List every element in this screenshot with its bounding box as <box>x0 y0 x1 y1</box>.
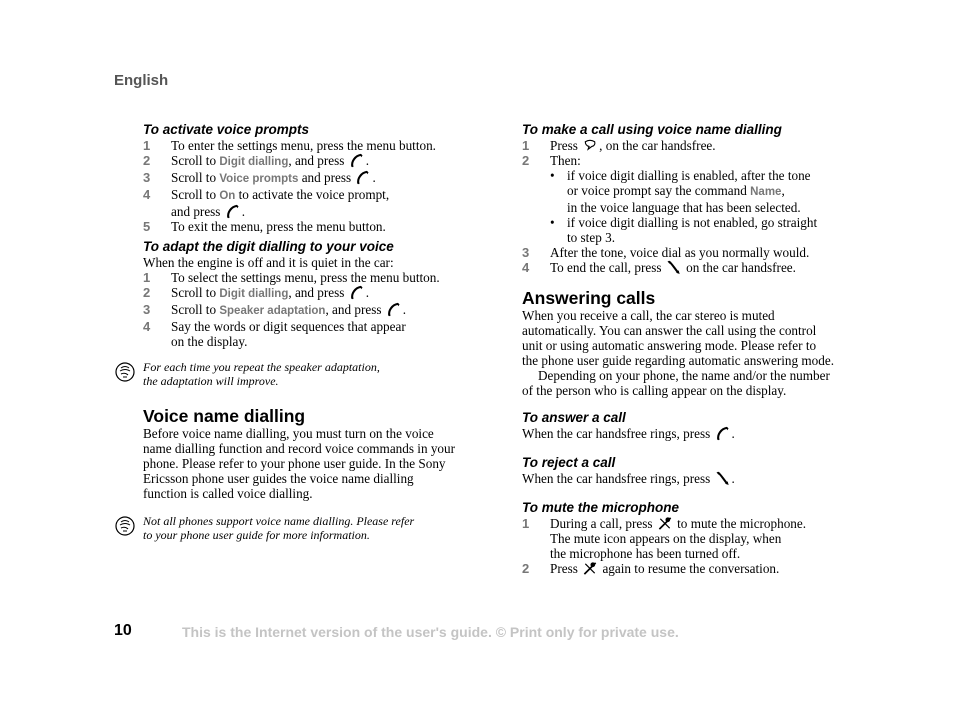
mute-key-icon <box>657 516 673 531</box>
step-number: 4 <box>143 187 151 202</box>
paragraph-line: phone. Please refer to your phone user guide. In the Sony <box>143 456 446 471</box>
tip-phone-support <box>143 514 414 542</box>
step-number: 1 <box>143 138 151 153</box>
make-step-4 <box>522 260 834 275</box>
step-text: To end the call, press <box>550 260 665 275</box>
step-number: 3 <box>143 302 151 317</box>
reject-call-text <box>522 471 834 486</box>
step-text: . <box>372 170 376 185</box>
tip-speaker-adaptation <box>143 360 380 388</box>
tip-icon <box>115 362 135 382</box>
mute-key-icon <box>582 561 598 576</box>
bullet-text: , <box>781 183 785 198</box>
activate-step-2 <box>143 153 440 170</box>
answering-calls-heading: Answering calls <box>522 288 656 308</box>
step-text: to mute the microphone. <box>673 516 807 531</box>
call-key-icon <box>225 204 241 219</box>
activate-step-5 <box>143 219 440 234</box>
step-number: 2 <box>143 153 151 168</box>
end-call-key-icon <box>715 471 731 486</box>
right-column <box>522 122 834 576</box>
step-number: 2 <box>522 561 530 576</box>
paragraph-line: unit or using automatic answering mode. Please refer to <box>522 338 817 353</box>
step-text: . <box>365 153 369 168</box>
adapt-step-1 <box>143 270 440 285</box>
paragraph-line: automatically. You can answer the call using the control <box>522 323 817 338</box>
adapt-digit-dialling-heading: To adapt the digit dialling to your voice <box>143 239 394 254</box>
bullet-text-continued: in the voice language that has been selected. <box>567 200 801 215</box>
answer-call-text <box>522 426 834 441</box>
menu-item-speaker-adaptation: Speaker adaptation <box>219 305 326 317</box>
step-text: . <box>241 204 246 219</box>
command-name: Name <box>750 186 782 198</box>
mute-microphone-heading: To mute the microphone <box>522 500 680 515</box>
voice-name-dialling-heading: Voice name dialling <box>143 406 306 426</box>
step-text: again to resume the conversation. <box>599 561 780 576</box>
step-text: When the car handsfree rings, press <box>522 471 714 486</box>
step-text: Scroll to <box>171 170 220 185</box>
tip-line: the adaptation will improve. <box>143 374 279 388</box>
voice-name-dialling-section <box>143 406 455 501</box>
page-number: 10 <box>114 622 132 639</box>
make-step-3 <box>522 245 834 260</box>
menu-item-digit-dialling: Digit dialling <box>219 288 289 300</box>
adapt-step-2 <box>143 285 440 302</box>
tip-icon <box>115 516 135 536</box>
tip-line: Not all phones support voice name dialling. Please refer <box>143 514 415 528</box>
step-number: 1 <box>143 270 151 285</box>
adapt-step-4 <box>143 319 440 334</box>
step-text: After the tone, voice dial as you normally would. <box>550 245 810 260</box>
step-text: Say the words or digit sequences that appear <box>171 319 406 334</box>
bullet-text: if voice digit dialling is enabled, after the tone <box>567 168 811 183</box>
paragraph-line: Depending on your phone, the name and/or the number <box>538 368 830 383</box>
step-text: When the car handsfree rings, press <box>522 426 714 441</box>
step-text: . <box>402 302 407 317</box>
step-text: Press <box>550 561 582 576</box>
make-step-1 <box>522 138 834 153</box>
menu-item-on: On <box>219 190 236 202</box>
voice-key-icon <box>582 138 598 153</box>
step-number: 3 <box>522 245 530 260</box>
bullet-text-continued: to step 3. <box>567 230 615 245</box>
call-key-icon <box>349 153 365 168</box>
reject-call-heading: To reject a call <box>522 455 616 470</box>
step-text: To enter the settings menu, press the menu button. <box>171 138 436 153</box>
end-call-key-icon <box>666 260 682 275</box>
step-text: . <box>731 471 735 486</box>
bullet-text: if voice digit dialling is not enabled, go straight <box>567 215 818 230</box>
step-text: on the car handsfree. <box>682 260 796 275</box>
footer-notice: This is the Internet version of the user's guide. © Print only for private use. <box>182 624 679 640</box>
language-label: English <box>114 72 169 89</box>
call-key-icon <box>349 285 365 300</box>
step-text: . <box>731 426 735 441</box>
make-step-2 <box>522 153 834 168</box>
step-text: Press <box>550 138 582 153</box>
activate-step-4-continued <box>143 204 440 219</box>
step-number: 1 <box>522 516 530 531</box>
make-call-heading: To make a call using voice name dialling <box>522 122 782 137</box>
step-text: , and press <box>288 285 348 300</box>
step-text: , on the car handsfree. <box>599 138 716 153</box>
step-text: To select the settings menu, press the menu button. <box>171 270 440 285</box>
tip-line: to your phone user guide for more information. <box>143 528 370 542</box>
mute-step-2 <box>522 561 834 576</box>
step-text: and press <box>171 204 224 219</box>
paragraph-line: name dialling function and record voice commands in your <box>143 441 456 456</box>
step-text: and press <box>298 170 355 185</box>
activate-voice-prompts-heading: To activate voice prompts <box>143 122 310 137</box>
menu-item-voice-prompts: Voice prompts <box>219 173 299 185</box>
step-text: Scroll to <box>171 153 220 168</box>
paragraph-line: the phone user guide regarding automatic answering mode. <box>522 353 835 368</box>
adapt-intro: When the engine is off and it is quiet in the car: <box>143 255 394 270</box>
step-text: Scroll to <box>171 302 220 317</box>
paragraph-line: When you receive a call, the car stereo is muted <box>522 308 775 323</box>
activate-step-1 <box>143 138 440 153</box>
step-text: During a call, press <box>550 516 656 531</box>
mute-step-1-continued: The mute icon appears on the display, when <box>550 531 782 546</box>
step-text: , and press <box>288 153 348 168</box>
step-text: . <box>365 285 369 300</box>
answer-call-heading: To answer a call <box>522 410 626 425</box>
mute-step-1-continued: the microphone has been turned off. <box>550 546 741 561</box>
call-key-icon <box>386 302 402 317</box>
bullet-dot: • <box>550 168 555 183</box>
bullet-text: or voice prompt say the command <box>567 183 751 198</box>
step-number: 1 <box>522 138 530 153</box>
paragraph-line: Before voice name dialling, you must turn on the voice <box>143 426 434 441</box>
step-number: 2 <box>522 153 530 168</box>
paragraph-line: of the person who is calling appear on the display. <box>522 383 787 398</box>
paragraph-line: Ericsson phone user guides the voice name dialling <box>143 471 414 486</box>
left-column <box>143 122 440 349</box>
mute-step-1 <box>522 516 834 531</box>
step-text: , and press <box>325 302 385 317</box>
step-text: Scroll to <box>171 285 220 300</box>
step-text: Scroll to <box>171 187 220 202</box>
step-number: 4 <box>522 260 530 275</box>
paragraph-line: function is called voice dialling. <box>143 486 313 501</box>
adapt-step-4-continued: on the display. <box>171 334 248 349</box>
step-number: 2 <box>143 285 151 300</box>
bullet-item <box>522 215 834 230</box>
adapt-step-3 <box>143 302 440 319</box>
step-number: 4 <box>143 319 151 334</box>
step-text: to activate the voice prompt, <box>235 187 390 202</box>
bullet-text-continued <box>522 183 834 200</box>
menu-item-digit-dialling: Digit dialling <box>219 156 289 168</box>
tip-line: For each time you repeat the speaker adaptation, <box>143 360 380 374</box>
step-number: 5 <box>143 219 151 234</box>
activate-step-3 <box>143 170 440 187</box>
bullet-item <box>522 168 834 183</box>
call-key-icon <box>715 426 731 441</box>
call-key-icon <box>355 170 371 185</box>
step-text: Then: <box>550 153 581 168</box>
step-text: To exit the menu, press the menu button. <box>171 219 386 234</box>
bullet-dot: • <box>550 215 555 230</box>
activate-step-4 <box>143 187 440 204</box>
step-number: 3 <box>143 170 151 185</box>
